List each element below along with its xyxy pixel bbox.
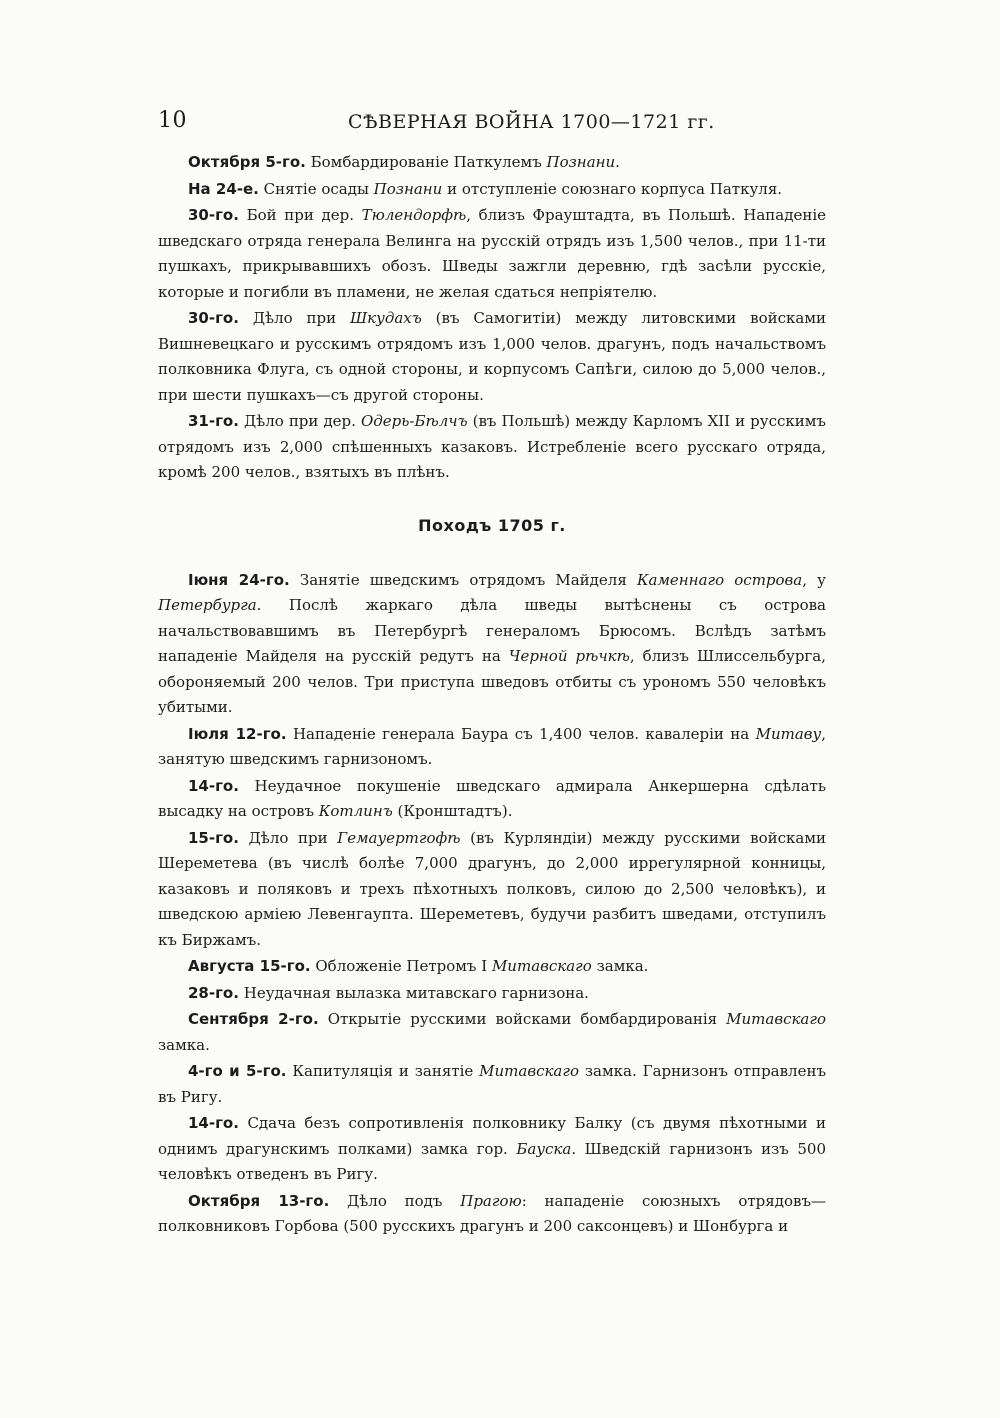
- entry-date: 4-го и 5-го.: [188, 1062, 287, 1080]
- chronicle-entry: 28-го. Неудачная вылазка митавскаго гарнизона.: [188, 983, 589, 1002]
- entry-date: На 24-е.: [188, 179, 259, 198]
- place-name: Бауска: [516, 1139, 572, 1158]
- chronicle-entry: Іюня 24-го. Занятіе шведскимъ отрядомъ Майделя Каменнаго острова, у Петербурга. Послѣ жаркаго дѣла шведы вытѣснены съ острова начальствовавшимъ въ Петербургѣ генераломъ Брюсомъ. Вслѣдъ затѣмъ нападеніе Майделя на русскій редутъ на Черной рѣчкѣ, близъ Шлиссельбурга, обороняемый 200 челов. Три приступа шведовъ отбиты съ урономъ 550 человѣкъ убитыми.: [158, 570, 827, 716]
- chronicle-entry: На 24-е. Снятіе осады Познани и отступленіе союзнаго корпуса Паткуля.: [188, 179, 783, 198]
- place-name: Шкудахъ: [350, 309, 422, 327]
- place-name: Прагою: [460, 1191, 522, 1210]
- entries-1704: [158, 150, 826, 486]
- chronicle-entry: Іюля 12-го. Нападеніе генерала Баура съ 1,400 челов. кавалеріи на Митаву, занятую шведскимъ гарнизономъ.: [158, 724, 826, 768]
- place-name: Петербурга: [158, 596, 257, 614]
- chronicle-entry: 14-го. Неудачное покушеніе шведскаго адмирала Анкершерна сдѣлать высадку на островъ Котлинъ (Кронштадтъ).: [158, 776, 826, 820]
- running-title: СѢВЕРНАЯ ВОЙНА 1700—1721 гг.: [348, 111, 715, 133]
- chronicle-entry: Сентября 2-го. Открытіе русскими войсками бомбардированія Митавскаго замка.: [158, 1010, 826, 1054]
- entry-date: Іюля 12-го.: [188, 724, 287, 743]
- place-name: Тюлендорфѣ: [361, 206, 467, 224]
- entry-date: 28-го.: [188, 983, 239, 1002]
- chronicle-entry: 30-го. Дѣло при Шкудахъ (въ Самогитіи) между литовскими войсками Вишневецкаго и русскимъ отрядомъ изъ 1,000 челов. драгунъ, подъ начальствомъ полковника Флуга, съ одной стороны, и корпусомъ Сапѣги, силою до 5,000 челов., при шести пушкахъ—съ другой стороны.: [158, 309, 826, 404]
- chronicle-entry: 31-го. Дѣло при дер. Одерь-Бѣлчъ (въ Польшѣ) между Карломъ XII и русскимъ отрядомъ изъ 2,000 спѣшенныхъ казаковъ. Истребленіе всего русскаго отряда, кромѣ 200 челов., взятыхъ въ плѣнъ.: [158, 412, 826, 481]
- place-name: Одерь-Бѣлчъ: [360, 412, 468, 430]
- place-name: Познани: [373, 179, 443, 198]
- entry-date: 14-го.: [188, 1114, 239, 1132]
- entries-1705: [158, 568, 826, 1240]
- place-name: Гемауертгофѣ: [337, 828, 461, 847]
- chronicle-entry: 30-го. Бой при дер. Тюлендорфѣ, близъ Фрауштадта, въ Польшѣ. Нападеніе шведскаго отряда генерала Велинга на русскій отрядъ изъ 1,500 челов., при 11-ти пушкахъ, прикрывавшихъ обозъ. Шведы зажгли деревню, гдѣ засѣли русскіе, которые и погибли въ пламени, не желая сдаться непріятелю.: [158, 206, 826, 301]
- entry-date: 15-го.: [188, 828, 239, 847]
- chronicle-entry: Октября 13-го. Дѣло подъ Прагою: нападеніе союзныхъ отрядовъ—полковниковъ Горбова (500 русскихъ драгунъ и 200 саксонцевъ) и Шонбурга и: [158, 1191, 826, 1235]
- entry-date: Сентября 2-го.: [188, 1010, 319, 1028]
- chronicle-entry: Октября 5-го. Бомбардированіе Паткулемъ Познани.: [188, 153, 620, 171]
- chronicle-entry: Августа 15-го. Обложеніе Петромъ I Митавскаго замка.: [188, 957, 649, 975]
- chronicle-entry: 14-го. Сдача безъ сопротивленія полковнику Балку (съ двумя пѣхотными и однимъ драгунскимъ полками) замка гор. Бауска. Шведскій гарнизонъ изъ 500 человѣкъ отведенъ въ Ригу.: [158, 1114, 826, 1183]
- entry-date: Октября 5-го.: [188, 153, 306, 171]
- entry-date: Октября 13-го.: [188, 1191, 330, 1210]
- place-name: Каменнаго острова: [636, 570, 803, 589]
- page-number: 10: [158, 108, 187, 133]
- place-name: Митавскаго: [491, 957, 592, 975]
- entry-date: Іюня 24-го.: [188, 570, 290, 589]
- place-name: Митавскаго: [726, 1010, 826, 1028]
- running-header: [158, 108, 715, 138]
- entry-date: 30-го.: [188, 309, 239, 327]
- entry-date: Августа 15-го.: [188, 957, 311, 975]
- chronicle-entry: 4-го и 5-го. Капитуляція и занятіе Митавскаго замка. Гарнизонъ отправленъ въ Ригу.: [158, 1062, 827, 1106]
- section-title: Походъ 1705 г.: [418, 515, 566, 535]
- chronicle-entry: 15-го. Дѣло при Гемауертгофѣ (въ Курляндіи) между русскими войсками Шереметева (въ числѣ болѣе 7,000 драгунъ, до 2,000 иррегулярной конницы, казаковъ и поляковъ и трехъ пѣхотныхъ полковъ, силою до 2,500 человѣкъ), и шведскою арміею Левенгаупта. Шереметевъ, будучи разбитъ шведами, отступилъ къ Биржамъ.: [158, 828, 826, 949]
- entry-date: 31-го.: [188, 412, 239, 430]
- entry-date: 30-го.: [188, 206, 239, 224]
- place-name: Котлинъ: [318, 802, 393, 820]
- place-name: Митаву: [755, 724, 822, 743]
- text-body: [158, 150, 826, 1241]
- place-name: Познани.: [546, 153, 620, 171]
- place-name: Митавскаго: [479, 1062, 579, 1080]
- place-name: Черной рѣчкѣ: [508, 647, 630, 665]
- entry-date: 14-го.: [188, 776, 239, 795]
